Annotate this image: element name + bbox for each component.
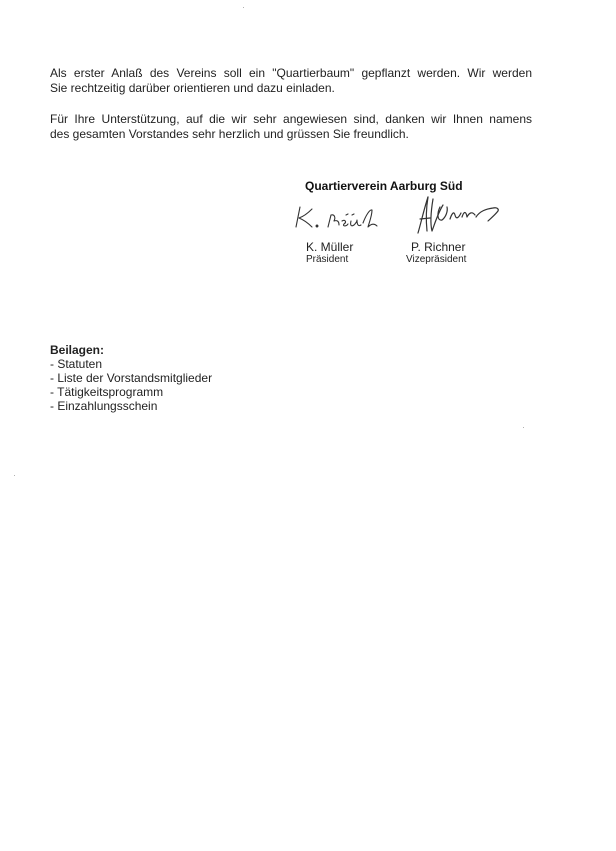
signature-area bbox=[290, 193, 520, 235]
paragraph-tree-planting bbox=[50, 66, 532, 96]
scan-speck bbox=[523, 427, 524, 428]
list-item: - Tätigkeitsprogramm bbox=[50, 385, 164, 399]
list-item: - Einzahlungsschein bbox=[50, 399, 158, 413]
scan-speck bbox=[243, 7, 244, 8]
enclosures-heading: Beilagen: bbox=[50, 343, 105, 357]
paragraph-line: Für Ihre Unterstützung, auf die wir sehr angewiesen sind, danken wir Ihnen namens bbox=[50, 112, 532, 126]
signer-president bbox=[306, 240, 353, 266]
signer-role: Präsident bbox=[306, 254, 349, 265]
scan-speck bbox=[14, 475, 15, 476]
paragraph-line: des gesamten Vorstandes sehr herzlich und grüssen Sie freundlich. bbox=[50, 127, 409, 141]
organization-name: Quartierverein Aarburg Süd bbox=[305, 179, 463, 193]
list-item: - Liste der Vorstandsmitglieder bbox=[50, 371, 213, 385]
enclosures-section bbox=[50, 343, 212, 413]
paragraph-line: Sie rechtzeitig darüber orientieren und dazu einladen. bbox=[50, 81, 335, 95]
handwritten-signatures bbox=[290, 193, 520, 235]
signer-vice-president bbox=[406, 240, 466, 266]
signature-k-mueller bbox=[296, 207, 377, 227]
paragraph-line: Als erster Anlaß des Vereins soll ein "Quartierbaum" gepflanzt werden. Wir werden bbox=[50, 66, 532, 80]
enclosures-list bbox=[50, 357, 212, 413]
signer-name: K. Müller bbox=[306, 240, 354, 254]
signer-role: Vizepräsident bbox=[406, 254, 467, 265]
list-item: - Statuten bbox=[50, 357, 103, 371]
signer-name: P. Richner bbox=[411, 240, 466, 254]
signature-p-richner bbox=[418, 197, 498, 233]
paragraph-thanks bbox=[50, 112, 532, 142]
